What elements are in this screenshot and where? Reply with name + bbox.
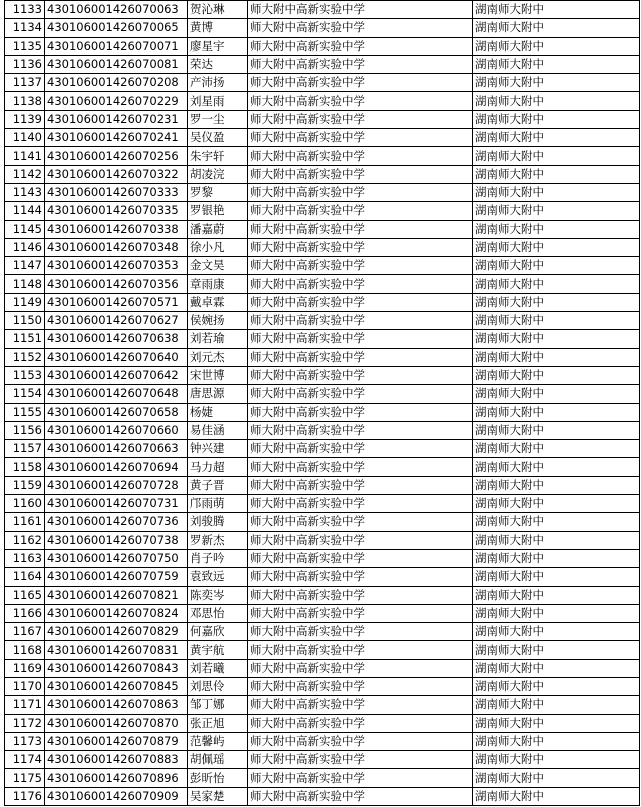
row-number: 1156 xyxy=(5,421,45,439)
student-name: 朱宇轩 xyxy=(188,147,248,165)
row-number: 1155 xyxy=(5,403,45,421)
affiliated-school: 湖南师大附中 xyxy=(473,366,640,384)
table-row xyxy=(5,110,640,128)
exam-id: 430106001426070638 xyxy=(45,330,188,348)
exam-id: 430106001426070821 xyxy=(45,586,188,604)
exam-id: 430106001426070694 xyxy=(45,458,188,476)
student-name: 马力超 xyxy=(188,458,248,476)
school-name: 师大附中高新实验中学 xyxy=(248,787,473,805)
school-name: 师大附中高新实验中学 xyxy=(248,275,473,293)
exam-id: 430106001426070824 xyxy=(45,604,188,622)
school-name: 师大附中高新实验中学 xyxy=(248,677,473,695)
affiliated-school: 湖南师大附中 xyxy=(473,110,640,128)
affiliated-school: 湖南师大附中 xyxy=(473,696,640,714)
school-name: 师大附中高新实验中学 xyxy=(248,330,473,348)
table-row xyxy=(5,293,640,311)
student-name: 荣达 xyxy=(188,55,248,73)
exam-id: 430106001426070909 xyxy=(45,787,188,805)
exam-id: 430106001426070750 xyxy=(45,549,188,567)
table-row xyxy=(5,275,640,293)
table-row xyxy=(5,183,640,201)
table-row xyxy=(5,238,640,256)
table-row xyxy=(5,257,640,275)
exam-id: 430106001426070845 xyxy=(45,677,188,695)
table-row xyxy=(5,147,640,165)
exam-id: 430106001426070640 xyxy=(45,348,188,366)
school-name: 师大附中高新实验中学 xyxy=(248,220,473,238)
row-number: 1154 xyxy=(5,385,45,403)
exam-id: 430106001426070843 xyxy=(45,659,188,677)
row-number: 1149 xyxy=(5,293,45,311)
affiliated-school: 湖南师大附中 xyxy=(473,476,640,494)
table-row xyxy=(5,55,640,73)
table-row xyxy=(5,19,640,37)
school-name: 师大附中高新实验中学 xyxy=(248,238,473,256)
exam-id: 430106001426070081 xyxy=(45,55,188,73)
affiliated-school: 湖南师大附中 xyxy=(473,165,640,183)
exam-id: 430106001426070731 xyxy=(45,495,188,513)
student-name: 唐思源 xyxy=(188,385,248,403)
affiliated-school: 湖南师大附中 xyxy=(473,257,640,275)
affiliated-school: 湖南师大附中 xyxy=(473,220,640,238)
school-name: 师大附中高新实验中学 xyxy=(248,586,473,604)
row-number: 1137 xyxy=(5,74,45,92)
affiliated-school: 湖南师大附中 xyxy=(473,568,640,586)
table-row xyxy=(5,220,640,238)
table-row xyxy=(5,495,640,513)
school-name: 师大附中高新实验中学 xyxy=(248,37,473,55)
school-name: 师大附中高新实验中学 xyxy=(248,495,473,513)
exam-id: 430106001426070829 xyxy=(45,623,188,641)
row-number: 1168 xyxy=(5,641,45,659)
school-name: 师大附中高新实验中学 xyxy=(248,421,473,439)
exam-id: 430106001426070208 xyxy=(45,74,188,92)
student-name: 罗黎 xyxy=(188,183,248,201)
student-name: 产沛扬 xyxy=(188,74,248,92)
exam-id: 430106001426070660 xyxy=(45,421,188,439)
affiliated-school: 湖南师大附中 xyxy=(473,677,640,695)
row-number: 1171 xyxy=(5,696,45,714)
school-name: 师大附中高新实验中学 xyxy=(248,659,473,677)
affiliated-school: 湖南师大附中 xyxy=(473,19,640,37)
affiliated-school: 湖南师大附中 xyxy=(473,513,640,531)
table-row xyxy=(5,549,640,567)
affiliated-school: 湖南师大附中 xyxy=(473,37,640,55)
school-name: 师大附中高新实验中学 xyxy=(248,92,473,110)
row-number: 1136 xyxy=(5,55,45,73)
row-number: 1170 xyxy=(5,677,45,695)
school-name: 师大附中高新实验中学 xyxy=(248,513,473,531)
row-number: 1146 xyxy=(5,238,45,256)
exam-id: 430106001426070322 xyxy=(45,165,188,183)
row-number: 1152 xyxy=(5,348,45,366)
table-row xyxy=(5,677,640,695)
table-row xyxy=(5,403,640,421)
affiliated-school: 湖南师大附中 xyxy=(473,129,640,147)
school-name: 师大附中高新实验中学 xyxy=(248,641,473,659)
table-row xyxy=(5,714,640,732)
student-name: 肖子吟 xyxy=(188,549,248,567)
student-name: 贺沁琳 xyxy=(188,1,248,19)
table-row xyxy=(5,531,640,549)
table-row xyxy=(5,659,640,677)
exam-id: 430106001426070658 xyxy=(45,403,188,421)
exam-id: 430106001426070338 xyxy=(45,220,188,238)
affiliated-school: 湖南师大附中 xyxy=(473,714,640,732)
affiliated-school: 湖南师大附中 xyxy=(473,238,640,256)
exam-id: 430106001426070759 xyxy=(45,568,188,586)
table-row xyxy=(5,385,640,403)
table-row xyxy=(5,330,640,348)
school-name: 师大附中高新实验中学 xyxy=(248,458,473,476)
row-number: 1176 xyxy=(5,787,45,805)
exam-id: 430106001426070241 xyxy=(45,129,188,147)
row-number: 1165 xyxy=(5,586,45,604)
school-name: 师大附中高新实验中学 xyxy=(248,202,473,220)
row-number: 1160 xyxy=(5,495,45,513)
student-name: 章雨康 xyxy=(188,275,248,293)
row-number: 1162 xyxy=(5,531,45,549)
table-row xyxy=(5,366,640,384)
student-name: 邓思怡 xyxy=(188,604,248,622)
table-row xyxy=(5,348,640,366)
affiliated-school: 湖南师大附中 xyxy=(473,312,640,330)
affiliated-school: 湖南师大附中 xyxy=(473,403,640,421)
row-number: 1172 xyxy=(5,714,45,732)
student-name: 张正旭 xyxy=(188,714,248,732)
student-name: 胡佩瑶 xyxy=(188,751,248,769)
roster-body xyxy=(5,1,640,806)
row-number: 1164 xyxy=(5,568,45,586)
exam-id: 430106001426070736 xyxy=(45,513,188,531)
row-number: 1144 xyxy=(5,202,45,220)
affiliated-school: 湖南师大附中 xyxy=(473,421,640,439)
affiliated-school: 湖南师大附中 xyxy=(473,549,640,567)
student-name: 吴家楚 xyxy=(188,787,248,805)
exam-id: 430106001426070229 xyxy=(45,92,188,110)
row-number: 1167 xyxy=(5,623,45,641)
row-number: 1143 xyxy=(5,183,45,201)
school-name: 师大附中高新实验中学 xyxy=(248,568,473,586)
table-row xyxy=(5,165,640,183)
student-name: 邝雨萌 xyxy=(188,495,248,513)
student-name: 罗新杰 xyxy=(188,531,248,549)
row-number: 1166 xyxy=(5,604,45,622)
row-number: 1175 xyxy=(5,769,45,787)
row-number: 1138 xyxy=(5,92,45,110)
student-name: 黄宇航 xyxy=(188,641,248,659)
exam-id: 430106001426070738 xyxy=(45,531,188,549)
student-name: 易佳涵 xyxy=(188,421,248,439)
student-name: 黄博 xyxy=(188,19,248,37)
student-name: 刘元杰 xyxy=(188,348,248,366)
affiliated-school: 湖南师大附中 xyxy=(473,202,640,220)
school-name: 师大附中高新实验中学 xyxy=(248,257,473,275)
exam-id: 430106001426070870 xyxy=(45,714,188,732)
exam-id: 430106001426070879 xyxy=(45,732,188,750)
student-name: 罗一尘 xyxy=(188,110,248,128)
student-name: 金文昊 xyxy=(188,257,248,275)
student-name: 胡凌浣 xyxy=(188,165,248,183)
row-number: 1133 xyxy=(5,1,45,19)
exam-id: 430106001426070071 xyxy=(45,37,188,55)
table-row xyxy=(5,732,640,750)
table-row xyxy=(5,458,640,476)
affiliated-school: 湖南师大附中 xyxy=(473,1,640,19)
row-number: 1153 xyxy=(5,366,45,384)
table-row xyxy=(5,586,640,604)
school-name: 师大附中高新实验中学 xyxy=(248,714,473,732)
exam-id: 430106001426070627 xyxy=(45,312,188,330)
school-name: 师大附中高新实验中学 xyxy=(248,385,473,403)
student-name: 范馨屿 xyxy=(188,732,248,750)
exam-id: 430106001426070728 xyxy=(45,476,188,494)
student-name: 刘若瑜 xyxy=(188,330,248,348)
affiliated-school: 湖南师大附中 xyxy=(473,183,640,201)
school-name: 师大附中高新实验中学 xyxy=(248,604,473,622)
row-number: 1148 xyxy=(5,275,45,293)
student-name: 侯婉扬 xyxy=(188,312,248,330)
exam-id: 430106001426070831 xyxy=(45,641,188,659)
student-name: 徐小凡 xyxy=(188,238,248,256)
affiliated-school: 湖南师大附中 xyxy=(473,385,640,403)
student-name: 刘若曦 xyxy=(188,659,248,677)
exam-id: 430106001426070663 xyxy=(45,440,188,458)
affiliated-school: 湖南师大附中 xyxy=(473,458,640,476)
student-name: 陈奕岑 xyxy=(188,586,248,604)
row-number: 1169 xyxy=(5,659,45,677)
table-row xyxy=(5,1,640,19)
school-name: 师大附中高新实验中学 xyxy=(248,74,473,92)
table-row xyxy=(5,623,640,641)
school-name: 师大附中高新实验中学 xyxy=(248,165,473,183)
affiliated-school: 湖南师大附中 xyxy=(473,348,640,366)
exam-id: 430106001426070065 xyxy=(45,19,188,37)
row-number: 1142 xyxy=(5,165,45,183)
exam-id: 430106001426070333 xyxy=(45,183,188,201)
affiliated-school: 湖南师大附中 xyxy=(473,74,640,92)
exam-id: 430106001426070348 xyxy=(45,238,188,256)
school-name: 师大附中高新实验中学 xyxy=(248,769,473,787)
school-name: 师大附中高新实验中学 xyxy=(248,623,473,641)
table-row xyxy=(5,641,640,659)
exam-id: 430106001426070256 xyxy=(45,147,188,165)
row-number: 1141 xyxy=(5,147,45,165)
exam-id: 430106001426070231 xyxy=(45,110,188,128)
table-row xyxy=(5,92,640,110)
student-name: 刘星雨 xyxy=(188,92,248,110)
exam-id: 430106001426070335 xyxy=(45,202,188,220)
school-name: 师大附中高新实验中学 xyxy=(248,55,473,73)
school-name: 师大附中高新实验中学 xyxy=(248,696,473,714)
student-name: 钟兴建 xyxy=(188,440,248,458)
affiliated-school: 湖南师大附中 xyxy=(473,751,640,769)
row-number: 1139 xyxy=(5,110,45,128)
school-name: 师大附中高新实验中学 xyxy=(248,19,473,37)
exam-id: 430106001426070896 xyxy=(45,769,188,787)
affiliated-school: 湖南师大附中 xyxy=(473,787,640,805)
student-name: 袁致远 xyxy=(188,568,248,586)
school-name: 师大附中高新实验中学 xyxy=(248,312,473,330)
school-name: 师大附中高新实验中学 xyxy=(248,293,473,311)
row-number: 1158 xyxy=(5,458,45,476)
exam-id: 430106001426070353 xyxy=(45,257,188,275)
exam-id: 430106001426070642 xyxy=(45,366,188,384)
student-name: 邹丁娜 xyxy=(188,696,248,714)
exam-id: 430106001426070063 xyxy=(45,1,188,19)
affiliated-school: 湖南师大附中 xyxy=(473,769,640,787)
school-name: 师大附中高新实验中学 xyxy=(248,129,473,147)
school-name: 师大附中高新实验中学 xyxy=(248,732,473,750)
table-row xyxy=(5,751,640,769)
affiliated-school: 湖南师大附中 xyxy=(473,641,640,659)
school-name: 师大附中高新实验中学 xyxy=(248,549,473,567)
table-row xyxy=(5,769,640,787)
student-name: 罗银艳 xyxy=(188,202,248,220)
student-name: 戴卓霖 xyxy=(188,293,248,311)
affiliated-school: 湖南师大附中 xyxy=(473,604,640,622)
school-name: 师大附中高新实验中学 xyxy=(248,110,473,128)
affiliated-school: 湖南师大附中 xyxy=(473,732,640,750)
table-row xyxy=(5,696,640,714)
school-name: 师大附中高新实验中学 xyxy=(248,476,473,494)
student-name: 刘骏腾 xyxy=(188,513,248,531)
student-name: 杨婕 xyxy=(188,403,248,421)
affiliated-school: 湖南师大附中 xyxy=(473,293,640,311)
affiliated-school: 湖南师大附中 xyxy=(473,586,640,604)
table-row xyxy=(5,37,640,55)
affiliated-school: 湖南师大附中 xyxy=(473,330,640,348)
affiliated-school: 湖南师大附中 xyxy=(473,623,640,641)
row-number: 1173 xyxy=(5,732,45,750)
student-name: 吴仪盈 xyxy=(188,129,248,147)
table-row xyxy=(5,74,640,92)
student-name: 黄子晋 xyxy=(188,476,248,494)
table-row xyxy=(5,440,640,458)
student-name: 彭昕怡 xyxy=(188,769,248,787)
affiliated-school: 湖南师大附中 xyxy=(473,275,640,293)
exam-id: 430106001426070571 xyxy=(45,293,188,311)
affiliated-school: 湖南师大附中 xyxy=(473,659,640,677)
row-number: 1157 xyxy=(5,440,45,458)
exam-id: 430106001426070356 xyxy=(45,275,188,293)
student-name: 宋世博 xyxy=(188,366,248,384)
school-name: 师大附中高新实验中学 xyxy=(248,751,473,769)
affiliated-school: 湖南师大附中 xyxy=(473,495,640,513)
row-number: 1159 xyxy=(5,476,45,494)
affiliated-school: 湖南师大附中 xyxy=(473,147,640,165)
student-name: 廖星宇 xyxy=(188,37,248,55)
affiliated-school: 湖南师大附中 xyxy=(473,55,640,73)
student-name: 何嘉欣 xyxy=(188,623,248,641)
school-name: 师大附中高新实验中学 xyxy=(248,183,473,201)
table-row xyxy=(5,568,640,586)
exam-id: 430106001426070883 xyxy=(45,751,188,769)
affiliated-school: 湖南师大附中 xyxy=(473,92,640,110)
row-number: 1145 xyxy=(5,220,45,238)
school-name: 师大附中高新实验中学 xyxy=(248,1,473,19)
row-number: 1147 xyxy=(5,257,45,275)
row-number: 1140 xyxy=(5,129,45,147)
exam-id: 430106001426070648 xyxy=(45,385,188,403)
table-row xyxy=(5,421,640,439)
row-number: 1135 xyxy=(5,37,45,55)
school-name: 师大附中高新实验中学 xyxy=(248,348,473,366)
school-name: 师大附中高新实验中学 xyxy=(248,403,473,421)
student-roster-table xyxy=(4,0,640,806)
affiliated-school: 湖南师大附中 xyxy=(473,531,640,549)
school-name: 师大附中高新实验中学 xyxy=(248,147,473,165)
table-row xyxy=(5,787,640,805)
table-row xyxy=(5,604,640,622)
table-row xyxy=(5,513,640,531)
row-number: 1134 xyxy=(5,19,45,37)
school-name: 师大附中高新实验中学 xyxy=(248,366,473,384)
row-number: 1174 xyxy=(5,751,45,769)
student-name: 潘嘉蔚 xyxy=(188,220,248,238)
table-row xyxy=(5,312,640,330)
exam-id: 430106001426070863 xyxy=(45,696,188,714)
row-number: 1163 xyxy=(5,549,45,567)
table-row xyxy=(5,129,640,147)
table-row xyxy=(5,476,640,494)
row-number: 1150 xyxy=(5,312,45,330)
student-name: 刘思伶 xyxy=(188,677,248,695)
row-number: 1151 xyxy=(5,330,45,348)
table-row xyxy=(5,202,640,220)
school-name: 师大附中高新实验中学 xyxy=(248,440,473,458)
row-number: 1161 xyxy=(5,513,45,531)
affiliated-school: 湖南师大附中 xyxy=(473,440,640,458)
school-name: 师大附中高新实验中学 xyxy=(248,531,473,549)
